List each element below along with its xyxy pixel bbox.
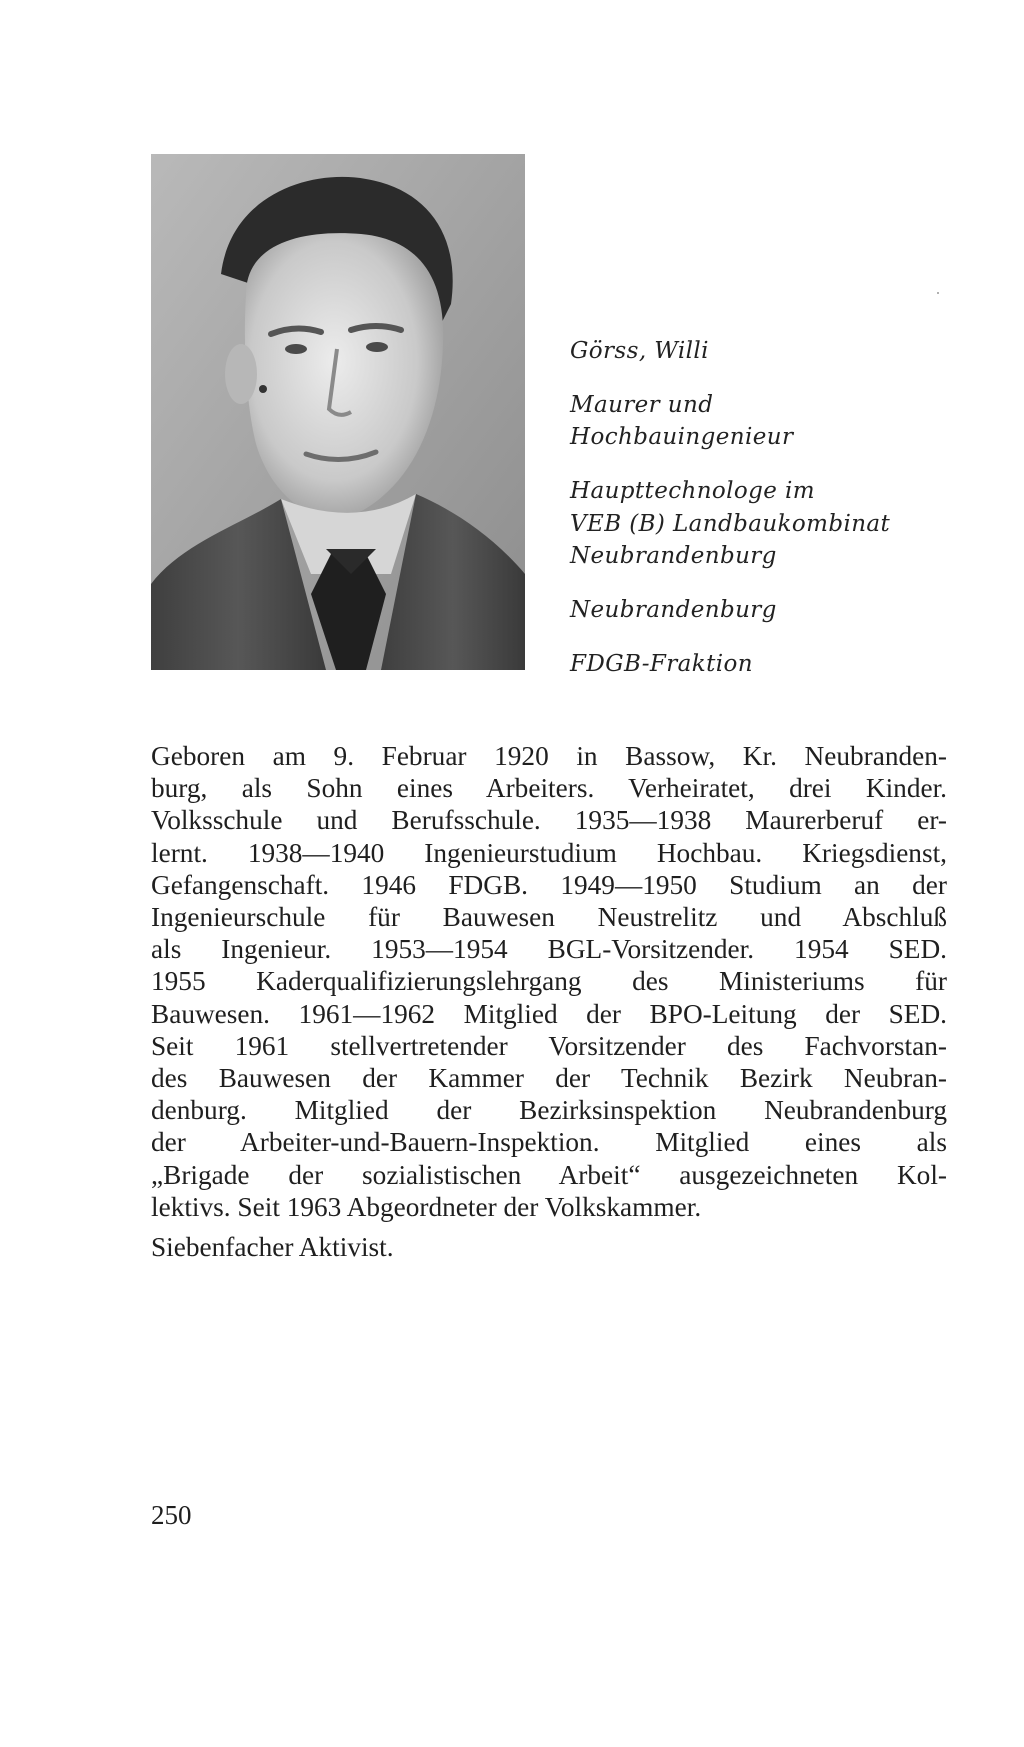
biography-line: lektivs. Seit 1963 Abgeordneter der Volkskammer.: [151, 1191, 702, 1222]
print-speck: [937, 292, 939, 294]
profile-block: [570, 335, 990, 701]
profile-position-line: VEB (B) Landbaukombinat: [570, 510, 891, 537]
biography-line: Gefangenschaft. 1946 FDGB. 1949—1950 Studium an der: [151, 869, 947, 900]
profile-position-line: Haupttechnologe im: [570, 477, 815, 504]
portrait-photo: [151, 154, 525, 670]
biography-line: als Ingenieur. 1953—1954 BGL-Vorsitzender. 1954 SED.: [151, 934, 947, 965]
honors-note: Siebenfacher Aktivist.: [151, 1232, 394, 1262]
biography-line: der Arbeiter-und-Bauern-Inspektion. Mitglied eines als: [151, 1127, 947, 1158]
biography-line: Seit 1961 stellvertretender Vorsitzender des Fachvorstan-: [151, 1030, 947, 1061]
biography-line: des Bauwesen der Kammer der Technik Bezirk Neubran-: [151, 1063, 947, 1094]
profile-occupation-line: Maurer und: [570, 391, 714, 418]
profile-occupation-line: Hochbauingenieur: [570, 424, 794, 451]
profile-name: Görss, Willi: [570, 338, 709, 364]
biography-line: lernt. 1938—1940 Ingenieurstudium Hochbau. Kriegsdienst,: [151, 837, 947, 868]
biography-text: [151, 740, 947, 1223]
biography-line: 1955 Kaderqualifizierungslehrgang des Ministeriums für: [151, 966, 947, 997]
biography-line: Geboren am 9. Februar 1920 in Bassow, Kr. Neubranden-: [151, 741, 947, 771]
biography-line: „Brigade der sozialistischen Arbeit“ ausgezeichneten Kol-: [151, 1159, 947, 1190]
profile-position-line: Neubrandenburg: [570, 543, 777, 570]
biography-line: burg, als Sohn eines Arbeiters. Verheiratet, drei Kinder.: [151, 773, 947, 804]
portrait-illustration: [151, 154, 525, 670]
page-number: 250: [151, 1500, 192, 1530]
biography-line: denburg. Mitglied der Bezirksinspektion Neubrandenburg: [151, 1095, 947, 1126]
biography-line: Ingenieurschule für Bauwesen Neustrelitz und Abschluß: [151, 902, 947, 933]
biography-line: Volksschule und Berufsschule. 1935—1938 Maurerberuf er-: [151, 805, 947, 836]
profile-constituency: Neubrandenburg: [570, 596, 777, 623]
profile-faction: FDGB-Fraktion: [570, 650, 753, 677]
biography-line: Bauwesen. 1961—1962 Mitglied der BPO-Leitung der SED.: [151, 998, 947, 1029]
